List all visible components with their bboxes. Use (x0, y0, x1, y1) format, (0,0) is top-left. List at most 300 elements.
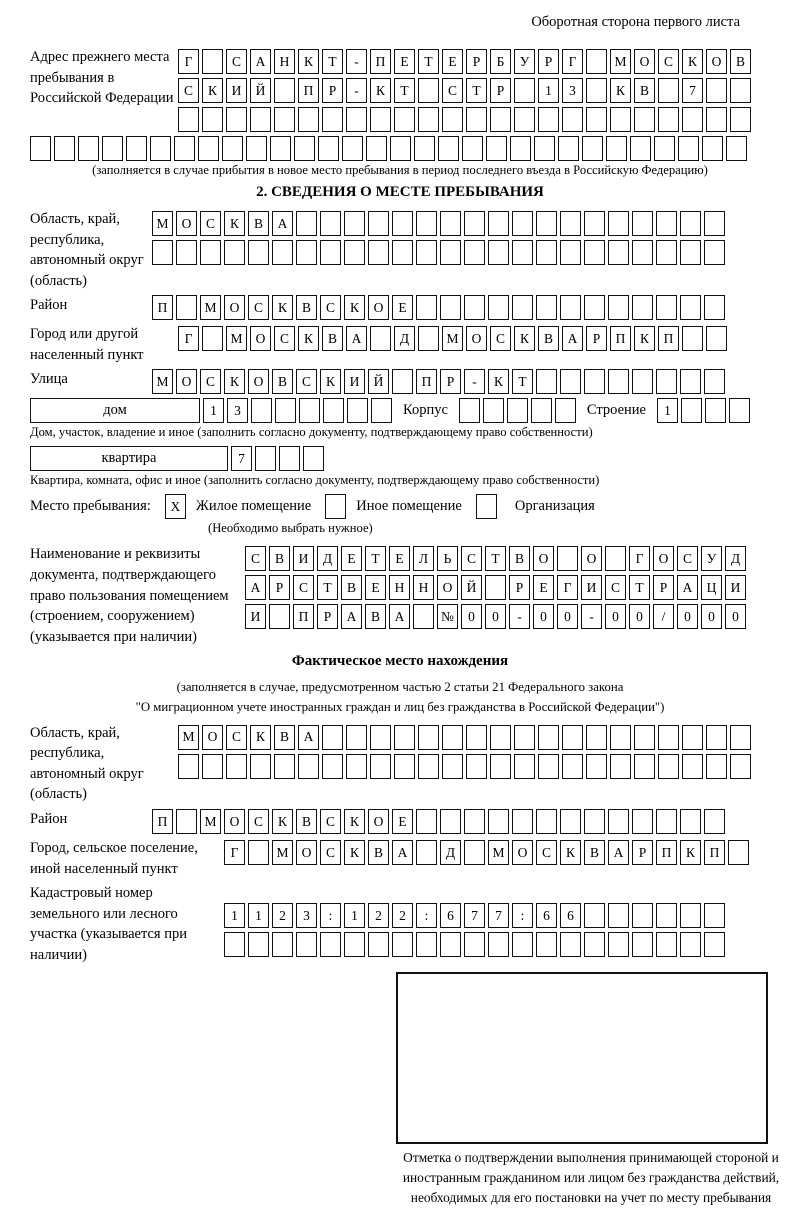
char-box[interactable] (255, 446, 276, 471)
char-box[interactable]: О (706, 49, 727, 74)
char-box[interactable] (464, 932, 485, 957)
char-box[interactable]: П (298, 78, 319, 103)
char-box[interactable] (536, 211, 557, 236)
char-box[interactable]: В (730, 49, 751, 74)
char-box[interactable] (507, 398, 528, 423)
char-box[interactable] (178, 754, 199, 779)
char-box[interactable] (538, 107, 559, 132)
char-box[interactable] (704, 240, 725, 265)
char-box[interactable] (438, 136, 459, 161)
char-box[interactable]: Д (725, 546, 746, 571)
char-box[interactable]: О (533, 546, 554, 571)
char-box[interactable]: Т (322, 49, 343, 74)
char-box[interactable]: К (610, 78, 631, 103)
char-box[interactable] (390, 136, 411, 161)
char-box[interactable] (418, 725, 439, 750)
char-box[interactable] (442, 725, 463, 750)
char-box[interactable] (370, 754, 391, 779)
char-box[interactable] (370, 326, 391, 351)
char-box[interactable] (536, 369, 557, 394)
char-box[interactable]: 1 (203, 398, 224, 423)
char-box[interactable] (54, 136, 75, 161)
char-box[interactable] (202, 326, 223, 351)
char-box[interactable] (536, 809, 557, 834)
char-box[interactable] (584, 932, 605, 957)
char-box[interactable]: Й (461, 575, 482, 600)
char-box[interactable] (490, 725, 511, 750)
char-box[interactable]: В (274, 725, 295, 750)
char-box[interactable] (416, 840, 437, 865)
char-box[interactable] (610, 725, 631, 750)
char-box[interactable] (368, 240, 389, 265)
char-box[interactable]: А (389, 604, 410, 629)
char-box[interactable]: К (224, 369, 245, 394)
char-box[interactable]: : (320, 903, 341, 928)
char-box[interactable] (200, 240, 221, 265)
char-box[interactable]: 6 (560, 903, 581, 928)
char-box[interactable] (416, 211, 437, 236)
char-box[interactable]: 2 (272, 903, 293, 928)
char-box[interactable] (704, 932, 725, 957)
char-box[interactable]: П (293, 604, 314, 629)
char-box[interactable]: Т (629, 575, 650, 600)
char-box[interactable]: 0 (725, 604, 746, 629)
char-box[interactable]: № (437, 604, 458, 629)
char-box[interactable] (490, 754, 511, 779)
char-box[interactable]: 1 (344, 903, 365, 928)
char-box[interactable] (342, 136, 363, 161)
char-box[interactable]: Н (274, 49, 295, 74)
char-box[interactable] (586, 78, 607, 103)
char-box[interactable]: 6 (536, 903, 557, 928)
char-box[interactable] (610, 107, 631, 132)
char-box[interactable]: С (320, 295, 341, 320)
char-box[interactable] (558, 136, 579, 161)
char-box[interactable]: И (226, 78, 247, 103)
char-box[interactable] (682, 725, 703, 750)
char-box[interactable]: М (200, 295, 221, 320)
char-box[interactable] (632, 903, 653, 928)
char-box[interactable] (634, 725, 655, 750)
char-box[interactable]: : (512, 903, 533, 928)
char-box[interactable] (682, 326, 703, 351)
char-box[interactable]: Л (413, 546, 434, 571)
char-box[interactable]: О (466, 326, 487, 351)
char-box[interactable]: 1 (224, 903, 245, 928)
char-box[interactable]: О (176, 211, 197, 236)
char-box[interactable] (418, 754, 439, 779)
char-box[interactable]: В (634, 78, 655, 103)
char-box[interactable] (150, 136, 171, 161)
char-box[interactable]: Г (178, 326, 199, 351)
char-box[interactable]: Р (653, 575, 674, 600)
char-box[interactable] (371, 398, 392, 423)
char-box[interactable]: К (272, 809, 293, 834)
char-box[interactable] (680, 903, 701, 928)
char-box[interactable] (272, 932, 293, 957)
char-box[interactable]: Е (442, 49, 463, 74)
char-box[interactable]: / (653, 604, 674, 629)
char-box[interactable]: 2 (368, 903, 389, 928)
char-box[interactable] (584, 295, 605, 320)
char-box[interactable] (442, 754, 463, 779)
char-box[interactable]: 7 (488, 903, 509, 928)
char-box[interactable]: С (320, 840, 341, 865)
char-box[interactable] (704, 369, 725, 394)
char-box[interactable]: О (512, 840, 533, 865)
char-box[interactable]: И (344, 369, 365, 394)
char-box[interactable]: К (344, 295, 365, 320)
char-box[interactable] (370, 725, 391, 750)
char-box[interactable]: Б (490, 49, 511, 74)
char-box[interactable] (394, 107, 415, 132)
char-box[interactable]: К (320, 369, 341, 394)
char-box[interactable]: С (658, 49, 679, 74)
char-box[interactable] (488, 809, 509, 834)
char-box[interactable] (682, 754, 703, 779)
residence-checkbox-zhiloe[interactable]: X (165, 494, 186, 519)
char-box[interactable] (560, 809, 581, 834)
char-box[interactable] (706, 725, 727, 750)
char-box[interactable]: П (370, 49, 391, 74)
char-box[interactable] (459, 398, 480, 423)
char-box[interactable] (531, 398, 552, 423)
char-box[interactable]: В (269, 546, 290, 571)
char-box[interactable] (442, 107, 463, 132)
char-box[interactable] (632, 932, 653, 957)
char-box[interactable]: О (176, 369, 197, 394)
char-box[interactable] (557, 546, 578, 571)
char-box[interactable] (483, 398, 504, 423)
char-box[interactable]: О (368, 295, 389, 320)
char-box[interactable] (608, 369, 629, 394)
char-box[interactable]: С (677, 546, 698, 571)
char-box[interactable] (656, 369, 677, 394)
char-box[interactable] (606, 136, 627, 161)
char-box[interactable] (346, 725, 367, 750)
char-box[interactable] (272, 240, 293, 265)
char-box[interactable] (534, 136, 555, 161)
char-box[interactable]: О (634, 49, 655, 74)
char-box[interactable] (538, 725, 559, 750)
char-box[interactable]: С (320, 809, 341, 834)
char-box[interactable]: М (488, 840, 509, 865)
char-box[interactable]: Т (512, 369, 533, 394)
char-box[interactable]: С (536, 840, 557, 865)
char-box[interactable]: Р (509, 575, 530, 600)
char-box[interactable]: С (248, 295, 269, 320)
char-box[interactable] (346, 754, 367, 779)
char-box[interactable]: 0 (605, 604, 626, 629)
char-box[interactable] (680, 369, 701, 394)
char-box[interactable]: П (656, 840, 677, 865)
char-box[interactable] (706, 107, 727, 132)
char-box[interactable] (485, 575, 506, 600)
char-box[interactable]: К (344, 840, 365, 865)
char-box[interactable]: В (509, 546, 530, 571)
char-box[interactable] (560, 240, 581, 265)
char-box[interactable] (536, 240, 557, 265)
char-box[interactable] (466, 725, 487, 750)
char-box[interactable]: Н (413, 575, 434, 600)
char-box[interactable] (248, 840, 269, 865)
char-box[interactable]: Г (629, 546, 650, 571)
char-box[interactable] (586, 725, 607, 750)
char-box[interactable] (560, 932, 581, 957)
char-box[interactable]: М (272, 840, 293, 865)
char-box[interactable] (514, 725, 535, 750)
char-box[interactable] (299, 398, 320, 423)
char-box[interactable] (586, 754, 607, 779)
char-box[interactable]: В (296, 295, 317, 320)
char-box[interactable]: С (200, 211, 221, 236)
char-box[interactable] (392, 240, 413, 265)
char-box[interactable] (682, 107, 703, 132)
char-box[interactable]: 2 (392, 903, 413, 928)
char-box[interactable] (512, 211, 533, 236)
char-box[interactable]: К (634, 326, 655, 351)
char-box[interactable]: В (248, 211, 269, 236)
char-box[interactable]: М (200, 809, 221, 834)
char-box[interactable]: С (178, 78, 199, 103)
char-box[interactable]: К (560, 840, 581, 865)
char-box[interactable] (510, 136, 531, 161)
char-box[interactable] (416, 240, 437, 265)
char-box[interactable]: 7 (231, 446, 252, 471)
char-box[interactable] (536, 932, 557, 957)
char-box[interactable] (630, 136, 651, 161)
char-box[interactable] (658, 754, 679, 779)
char-box[interactable]: А (298, 725, 319, 750)
char-box[interactable] (632, 809, 653, 834)
char-box[interactable] (608, 903, 629, 928)
char-box[interactable]: 3 (562, 78, 583, 103)
char-box[interactable]: К (272, 295, 293, 320)
char-box[interactable]: А (608, 840, 629, 865)
house-type-box[interactable]: дом (30, 398, 200, 423)
char-box[interactable] (440, 809, 461, 834)
char-box[interactable]: О (653, 546, 674, 571)
char-box[interactable] (512, 295, 533, 320)
char-box[interactable]: Т (485, 546, 506, 571)
char-box[interactable] (368, 932, 389, 957)
char-box[interactable] (704, 809, 725, 834)
char-box[interactable] (323, 398, 344, 423)
char-box[interactable] (440, 295, 461, 320)
char-box[interactable] (413, 604, 434, 629)
char-box[interactable]: П (658, 326, 679, 351)
char-box[interactable] (440, 240, 461, 265)
char-box[interactable] (296, 211, 317, 236)
char-box[interactable] (488, 240, 509, 265)
char-box[interactable] (632, 295, 653, 320)
char-box[interactable] (634, 107, 655, 132)
char-box[interactable]: О (437, 575, 458, 600)
char-box[interactable] (298, 754, 319, 779)
char-box[interactable] (78, 136, 99, 161)
char-box[interactable] (656, 809, 677, 834)
char-box[interactable]: Г (224, 840, 245, 865)
char-box[interactable]: Ь (437, 546, 458, 571)
char-box[interactable] (224, 240, 245, 265)
char-box[interactable] (562, 725, 583, 750)
residence-checkbox-inoe[interactable] (325, 494, 346, 519)
char-box[interactable]: - (509, 604, 530, 629)
char-box[interactable] (466, 754, 487, 779)
char-box[interactable] (726, 136, 747, 161)
char-box[interactable]: О (224, 295, 245, 320)
char-box[interactable]: Т (365, 546, 386, 571)
char-box[interactable]: Р (632, 840, 653, 865)
char-box[interactable] (584, 369, 605, 394)
char-box[interactable]: К (298, 326, 319, 351)
char-box[interactable] (658, 725, 679, 750)
char-box[interactable] (274, 78, 295, 103)
char-box[interactable] (462, 136, 483, 161)
char-box[interactable] (279, 446, 300, 471)
char-box[interactable]: : (416, 903, 437, 928)
char-box[interactable]: Д (440, 840, 461, 865)
char-box[interactable] (729, 398, 750, 423)
char-box[interactable] (706, 326, 727, 351)
char-box[interactable] (418, 78, 439, 103)
char-box[interactable]: Д (317, 546, 338, 571)
char-box[interactable]: С (226, 725, 247, 750)
char-box[interactable]: О (368, 809, 389, 834)
char-box[interactable]: К (488, 369, 509, 394)
char-box[interactable]: В (368, 840, 389, 865)
char-box[interactable]: Р (466, 49, 487, 74)
char-box[interactable] (318, 136, 339, 161)
char-box[interactable]: П (416, 369, 437, 394)
char-box[interactable] (416, 809, 437, 834)
char-box[interactable]: Т (394, 78, 415, 103)
char-box[interactable]: М (152, 211, 173, 236)
char-box[interactable] (250, 754, 271, 779)
char-box[interactable]: М (226, 326, 247, 351)
char-box[interactable] (394, 725, 415, 750)
char-box[interactable]: С (200, 369, 221, 394)
char-box[interactable]: И (293, 546, 314, 571)
char-box[interactable]: М (442, 326, 463, 351)
char-box[interactable]: П (610, 326, 631, 351)
char-box[interactable] (370, 107, 391, 132)
char-box[interactable] (605, 546, 626, 571)
char-box[interactable] (320, 932, 341, 957)
char-box[interactable] (681, 398, 702, 423)
char-box[interactable] (680, 295, 701, 320)
apartment-type-box[interactable]: квартира (30, 446, 228, 471)
char-box[interactable]: Р (440, 369, 461, 394)
char-box[interactable] (202, 107, 223, 132)
char-box[interactable] (466, 107, 487, 132)
char-box[interactable] (152, 240, 173, 265)
char-box[interactable]: К (344, 809, 365, 834)
char-box[interactable]: Й (250, 78, 271, 103)
char-box[interactable] (680, 240, 701, 265)
char-box[interactable]: О (296, 840, 317, 865)
char-box[interactable]: М (610, 49, 631, 74)
char-box[interactable] (658, 107, 679, 132)
char-box[interactable] (632, 211, 653, 236)
char-box[interactable] (680, 211, 701, 236)
char-box[interactable]: К (202, 78, 223, 103)
char-box[interactable] (222, 136, 243, 161)
char-box[interactable] (538, 754, 559, 779)
char-box[interactable] (416, 295, 437, 320)
char-box[interactable] (582, 136, 603, 161)
char-box[interactable]: Н (389, 575, 410, 600)
char-box[interactable] (178, 107, 199, 132)
char-box[interactable] (202, 754, 223, 779)
char-box[interactable] (608, 240, 629, 265)
char-box[interactable] (174, 136, 195, 161)
char-box[interactable] (586, 49, 607, 74)
char-box[interactable] (392, 211, 413, 236)
char-box[interactable] (634, 754, 655, 779)
char-box[interactable] (251, 398, 272, 423)
char-box[interactable]: Е (392, 809, 413, 834)
char-box[interactable] (464, 840, 485, 865)
char-box[interactable] (562, 107, 583, 132)
char-box[interactable] (248, 932, 269, 957)
char-box[interactable]: Е (341, 546, 362, 571)
char-box[interactable] (608, 809, 629, 834)
char-box[interactable] (440, 211, 461, 236)
char-box[interactable] (320, 240, 341, 265)
char-box[interactable]: В (322, 326, 343, 351)
char-box[interactable]: А (341, 604, 362, 629)
char-box[interactable] (126, 136, 147, 161)
char-box[interactable] (414, 136, 435, 161)
char-box[interactable]: Р (317, 604, 338, 629)
char-box[interactable]: Г (178, 49, 199, 74)
char-box[interactable] (514, 78, 535, 103)
char-box[interactable] (706, 754, 727, 779)
char-box[interactable]: А (272, 211, 293, 236)
char-box[interactable]: И (245, 604, 266, 629)
char-box[interactable]: К (298, 49, 319, 74)
char-box[interactable]: - (346, 49, 367, 74)
char-box[interactable] (347, 398, 368, 423)
char-box[interactable] (514, 754, 535, 779)
char-box[interactable]: С (274, 326, 295, 351)
char-box[interactable]: - (346, 78, 367, 103)
char-box[interactable] (560, 211, 581, 236)
char-box[interactable] (536, 295, 557, 320)
char-box[interactable]: Г (557, 575, 578, 600)
char-box[interactable] (176, 295, 197, 320)
char-box[interactable] (464, 211, 485, 236)
char-box[interactable] (730, 107, 751, 132)
char-box[interactable] (346, 107, 367, 132)
char-box[interactable] (274, 754, 295, 779)
char-box[interactable]: С (248, 809, 269, 834)
char-box[interactable]: А (346, 326, 367, 351)
char-box[interactable] (248, 240, 269, 265)
char-box[interactable]: В (341, 575, 362, 600)
char-box[interactable] (320, 211, 341, 236)
char-box[interactable] (322, 725, 343, 750)
char-box[interactable]: В (272, 369, 293, 394)
char-box[interactable] (392, 932, 413, 957)
char-box[interactable]: С (245, 546, 266, 571)
char-box[interactable]: М (152, 369, 173, 394)
char-box[interactable] (656, 903, 677, 928)
char-box[interactable]: И (581, 575, 602, 600)
char-box[interactable] (656, 932, 677, 957)
char-box[interactable]: 7 (682, 78, 703, 103)
